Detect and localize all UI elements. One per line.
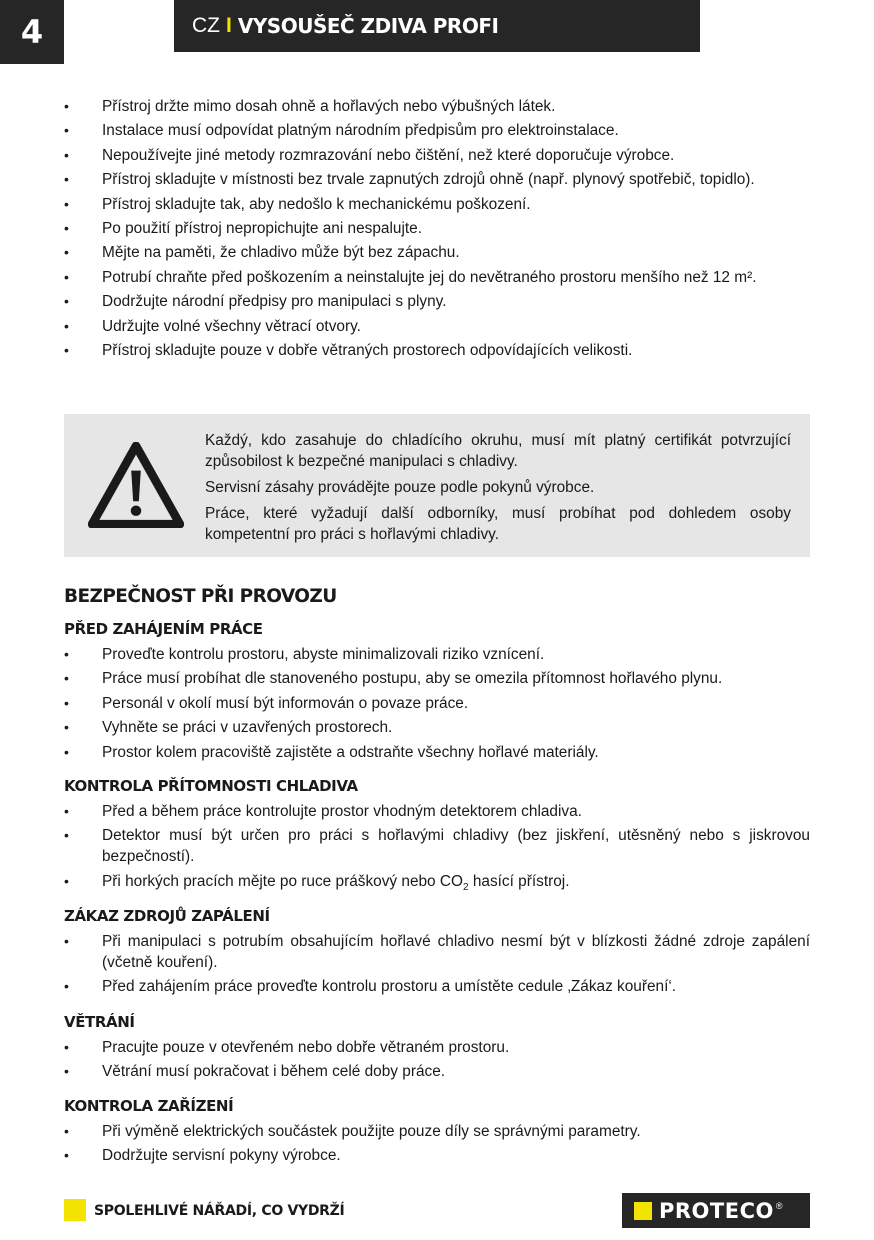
- subsection-ignition-sources: [64, 907, 810, 1001]
- warning-paragraph: Každý, kdo zasahuje do chladícího okruhu, musí mít platný certifikát potvrzující způsobilost k bezpečné manipulaci s chladivy.: [205, 432, 791, 470]
- subsection-refrigerant-check: [64, 777, 810, 901]
- subsection-list: [64, 1121, 810, 1166]
- logo-text: PROTECO: [659, 1198, 774, 1223]
- list-item: • Instalace musí odpovídat platným národním předpisům pro elektroinstalace.: [64, 120, 810, 141]
- list-item: • Větrání musí pokračovat i během celé doby práce.: [64, 1061, 810, 1082]
- subsection-title: PŘED ZAHÁJENÍM PRÁCE: [64, 620, 263, 638]
- list-item-co2: [64, 871, 810, 898]
- intro-list: [64, 96, 810, 361]
- list-item: • Po použití přístroj nepropichujte ani nespalujte.: [64, 218, 810, 239]
- list-item: • Personál v okolí musí být informován o povaze práce.: [64, 693, 810, 714]
- list-item: • Udržujte volné všechny větrací otvory.: [64, 316, 810, 337]
- warning-paragraph: Servisní zásahy provádějte pouze podle pokynů výrobce.: [205, 479, 595, 496]
- list-item: • Před a během práce kontrolujte prostor vhodným detektorem chladiva.: [64, 801, 810, 822]
- subsection-list: [64, 931, 810, 997]
- subsection-list: [64, 1037, 810, 1082]
- list-item: • Při manipulaci s potrubím obsahujícím hořlavé chladivo nesmí být v blízkosti žádné zdroje zapálení (včetně kouření).: [64, 931, 810, 973]
- list-item: • Prostor kolem pracoviště zajistěte a odstraňte všechny hořlavé materiály.: [64, 742, 810, 763]
- subsection-title: KONTROLA PŘÍTOMNOSTI CHLADIVA: [64, 777, 358, 795]
- intro-section: [64, 96, 810, 364]
- warning-text: [205, 430, 791, 550]
- list-item: • Přístroj držte mimo dosah ohně a hořlavých nebo výbušných látek.: [64, 96, 810, 117]
- section-title: BEZPEČNOST PŘI PROVOZU: [64, 586, 337, 607]
- subsection-title: KONTROLA ZAŘÍZENÍ: [64, 1097, 234, 1115]
- list-item: • Při výměně elektrických součástek použijte pouze díly se správnými parametry.: [64, 1121, 810, 1142]
- subsection-ventilation: [64, 1013, 810, 1086]
- subsection-before-work: [64, 620, 810, 766]
- subsection-equipment-check: [64, 1097, 810, 1170]
- list-item: • Před zahájením práce proveďte kontrolu prostoru a umístěte cedule ‚Zákaz kouření‘.: [64, 976, 810, 997]
- co2-text-after: hasící přístroj.: [468, 872, 570, 890]
- section-heading-block: [64, 586, 810, 607]
- list-item: • Detektor musí být určen pro práci s hořlavými chladivy (bez jiskření, utěsněný nebo s jiskrovou bezpečností).: [64, 825, 810, 867]
- logo-square-icon: [634, 1202, 652, 1220]
- list-item: • Dodržujte národní předpisy pro manipulaci s plyny.: [64, 291, 810, 312]
- header-bar: [174, 0, 700, 52]
- header-separator: I: [226, 14, 232, 37]
- list-item: • Přístroj skladujte tak, aby nedošlo k mechanickému poškození.: [64, 194, 810, 215]
- subsection-title: ZÁKAZ ZDROJŮ ZAPÁLENÍ: [64, 907, 270, 925]
- footer-accent-square: [64, 1199, 86, 1221]
- list-item: • Přístroj skladujte v místnosti bez trvale zapnutých zdrojů ohně (např. plynový spotřebič, topidlo).: [64, 169, 810, 190]
- list-item: • Pracujte pouze v otevřeném nebo dobře větraném prostoru.: [64, 1037, 810, 1058]
- document-title: VYSOUŠEČ ZDIVA PROFI: [237, 14, 499, 38]
- subsection-list: [64, 644, 810, 763]
- list-item: • Mějte na paměti, že chladivo může být bez zápachu.: [64, 242, 810, 263]
- language-code: CZ: [192, 14, 220, 37]
- proteco-logo: [622, 1193, 810, 1228]
- list-item: • Proveďte kontrolu prostoru, abyste minimalizovali riziko vznícení.: [64, 644, 810, 665]
- warning-triangle-icon: [88, 442, 184, 528]
- list-item: • Nepoužívejte jiné metody rozmrazování nebo čištění, než které doporučuje výrobce.: [64, 145, 810, 166]
- list-item: • Vyhněte se práci v uzavřených prostorech.: [64, 717, 810, 738]
- subsection-title: VĚTRÁNÍ: [64, 1013, 135, 1031]
- footer-slogan: SPOLEHLIVÉ NÁŘADÍ, CO VYDRŽÍ: [94, 1203, 345, 1219]
- list-item: • Potrubí chraňte před poškozením a neinstalujte jej do nevětraného prostoru menšího než 12 m².: [64, 267, 810, 288]
- list-item: • Práce musí probíhat dle stanoveného postupu, aby se omezila přítomnost hořlavého plynu.: [64, 668, 810, 689]
- co2-subscript: 2: [462, 881, 469, 893]
- subsection-list: [64, 801, 810, 898]
- logo-registered-mark: ®: [775, 1200, 783, 1211]
- warning-paragraph: Práce, které vyžadují další odborníky, musí probíhat pod dohledem osoby kompetentní pro práci s hořlavými chladivy.: [205, 505, 791, 543]
- list-item: • Přístroj skladujte pouze v dobře větraných prostorech odpovídajících velikosti.: [64, 340, 810, 361]
- warning-box: [64, 414, 810, 557]
- page-number: 4: [0, 0, 64, 64]
- co2-text-before: Při horkých pracích mějte po ruce práškový nebo CO: [102, 872, 463, 890]
- list-item: • Dodržujte servisní pokyny výrobce.: [64, 1145, 810, 1166]
